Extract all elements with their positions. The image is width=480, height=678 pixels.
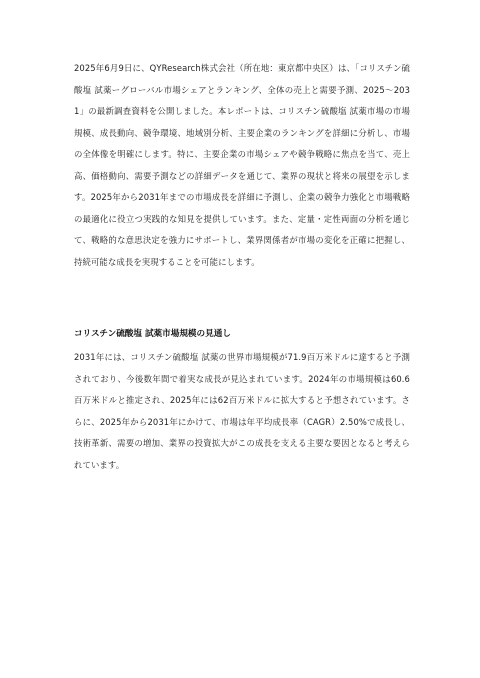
intro-paragraph: 2025年6月9日に、QYResearch株式会社（所在地：東京都中央区）は、「コリスチン硫酸塩 試薬ーグローバル市場シェアとランキング、全体の売上と需要予測、2025〜2031」の最新調査資料を公開しました。本レポートは、コリスチン硫酸塩 試薬市場の市場規模、成長動向、競争環境、地域別分析、主要企業のランキングを詳細に分析し、市場の全体像を明確にします。特に、主要企業の市場シェアや競争戦略に焦点を当て、売上高、価格動向、需要予測などの詳細データを通じて、業界の現状と将来の展望を示します。2025年から2031年までの市場成長を詳細に予測し、企業の競争力強化と市場戦略の最適化に役立つ実践的な知見を提供しています。また、定量・定性両面の分析を通じて、戦略的な意思決定を強力にサポートし、業界関係者が市場の変化を正確に把握し、持続可能な成長を実現することを可能にします。 xyxy=(74,63,410,267)
market-outlook-paragraph: 2031年には、コリスチン硫酸塩 試薬の世界市場規模が71.9百万米ドルに達すると予測されており、今後数年間で着実な成長が見込まれています。2024年の市場規模は60.6百万米ドルと推定され、2025年には62百万米ドルに拡大すると予想されています。さらに、2025年から2031年にかけて、市場は年平均成長率（CAGR）2.50%で成長し、技術革新、需要の増加、業界の投資拡大がこの成長を支える主要な要因となると考えられています。 xyxy=(74,352,410,470)
section-heading: コリスチン硫酸塩 試薬市場規模の見通し xyxy=(74,329,231,339)
document-body xyxy=(74,58,410,476)
